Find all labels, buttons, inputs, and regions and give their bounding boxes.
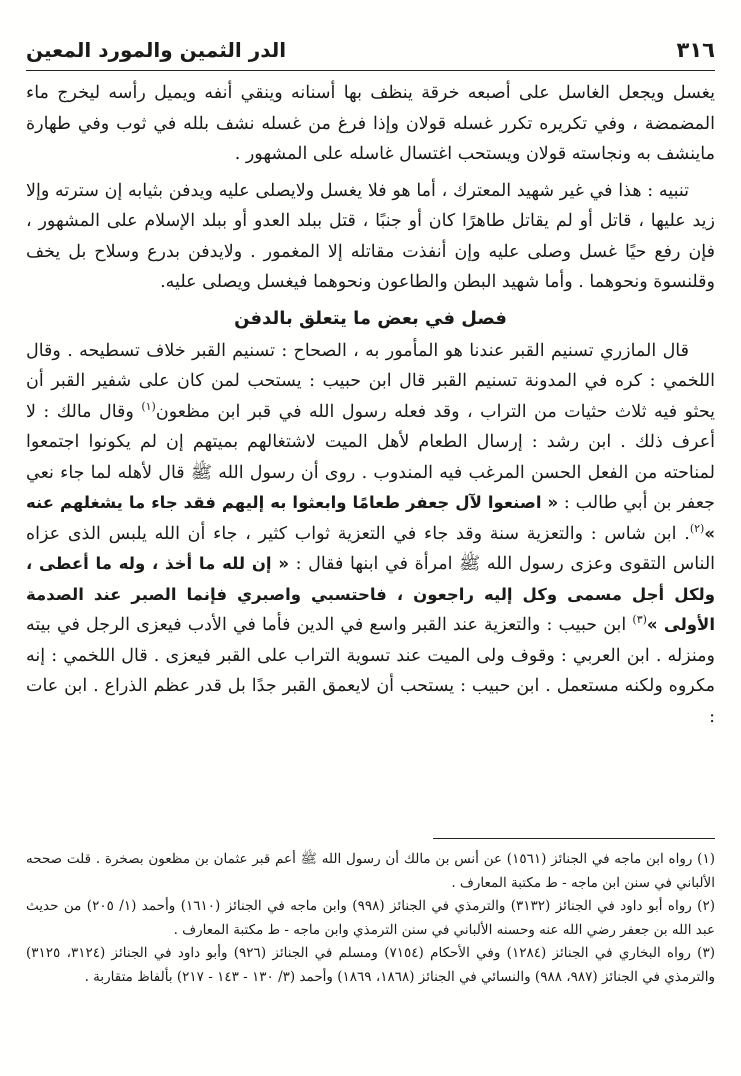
- section-heading: فصل في بعض ما يتعلق بالدفن: [234, 307, 507, 329]
- footnote-ref-2: (٢): [689, 521, 705, 535]
- footnotes: [26, 848, 715, 989]
- footnote-ref-1: (١): [141, 399, 156, 413]
- page-header: [26, 36, 715, 71]
- hadith-quote-condolence: « إن لله ما أخذ ، وله ما أعطى ، ولكل أجل مسمى وكل إليه راجعون ، فاحتسبي واصبري فإنما الصبر عند الصدمة الأولى »: [26, 554, 715, 634]
- burial-text-part-3: . ابن شاس : والتعزية سنة وقد جاء في التعزية ثواب كثير ، جاء أن الله يلبس الذى عزاه الناس التقوى وعزى رسول الله ﷺ امرأة في ابنها فقال :: [26, 523, 716, 574]
- page-number: ٣١٦: [676, 38, 715, 62]
- footnote-ref-3: (٣): [632, 613, 647, 627]
- burial-text-part-2: وقال مالك : لا أعرف ذلك . ابن رشد : إرسال الطعام لأهل الميت لاشتغالهم بميتهم إن لم يكونوا اجتمعوا لمناحته من الفعل الحسن المرغب فيه المندوب . روى أن رسول الله ﷺ قال لأهله لما جاء نعي جعفر بن أبي طالب :: [26, 401, 716, 513]
- burial-text-part-4: ابن حبيب : والتعزية عند القبر واسع في الدين فأما في الأدب فيعزى الرجل في بيته ومنزله . ابن العربي : وقوف ولى الميت عند تسوية التراب على القبر فيعزى . قال اللخمي : إنه مكروه ولكنه مستعمل . ابن حبيب : يستحب أن لايعمق القبر جدًا بل قدر عظم الذراع . ابن عات :: [26, 615, 715, 727]
- paragraph-washing: يغسل ويجعل الغاسل على أصبعه خرقة ينظف بها أسنانه وينقي أنفه ويميل رأسه ليخرج ماء المضمضة ، وفي تكريره تكرر غسله قولان وإذا فرغ من غسله نشف بلله في ثوب وفي طهارة ماينشف به ونجاسته قولان ويستحب اغتسال غاسله على المشهور .: [26, 83, 715, 164]
- running-title: الدر الثمين والمورد المعين: [26, 38, 287, 62]
- hadith-quote-jafar: « اصنعوا لآل جعفر طعامًا وابعثوا به إليهم فقد جاء ما يشغلهم عنه »: [26, 493, 715, 543]
- footnote-3: (٣) رواه البخاري في الجنائز (١٢٨٤) وفي الأحكام (٧١٥٤) ومسلم في الجنائز (٩٢٦) وأبو داود في الجنائز (٣١٢٤، ٣١٢٥) والترمذي في الجنائز (٩٨٧، ٩٨٨) والنسائي في الجنائز (١٨٦٨، ١٨٦٩) وأحمد (٣/ ١٣٠ - ١٤٣ - ٢١٧) بألفاظ متقاربة .: [26, 945, 715, 985]
- paragraph-martyr-note: تنبيه : هذا في غير شهيد المعترك ، أما هو فلا يغسل ولايصلى عليه ويدفن بثيابه إن سترته وإلا زيد عليها ، قاتل أو لم يقاتل طاهرًا كان أو جنبًا ، قتل ببلد العدو أو ببلد الإسلام على المشهور ، فإن رفع حيًا غسل وصلى عليه وإن أنفذت مقاتله إلا المغمور . ولايدفن بدرع وسلاح بل يخف وقلنسوة ونحوهما . وأما شهيد البطن والطاعون ونحوهما فيغسل ويصلى عليه.: [26, 180, 715, 292]
- footnote-2: (٢) رواه أبو داود في الجنائز (٣١٣٢) والترمذي في الجنائز (٩٩٨) وابن ماجه في الجنائز (١٦١٠) وأحمد (١/ ٢٠٥) من حديث عبد الله بن جعفر رضي الله عنه وحسنه الألباني في سنن الترمذي وابن ماجه - ط مكتبة المعارف .: [26, 898, 715, 938]
- footnote-1: (١) رواه ابن ماجه في الجنائز (١٥٦١) عن أنس بن مالك أن رسول الله ﷺ أعم قبر عثمان بن مظعون بصخرة . قلت صححه الألباني في سنن ابن ماجه - ط مكتبة المعارف .: [26, 851, 715, 891]
- footnote-separator: [433, 838, 715, 839]
- paragraph-burial: [26, 336, 715, 733]
- main-text: [26, 78, 715, 738]
- burial-text-part-1: قال المازري تسنيم القبر عندنا هو المأمور به ، الصحاح : تسنيم القبر خلاف تسطيحه . وقال اللخمي : كره في المدونة تسنيم القبر قال ابن حبيب : يستحب لمن كان على شفير القبر أن يحثو فيه ثلاث حثيات من التراب ، وقد فعله رسول الله في قبر ابن مظعون: [26, 340, 716, 422]
